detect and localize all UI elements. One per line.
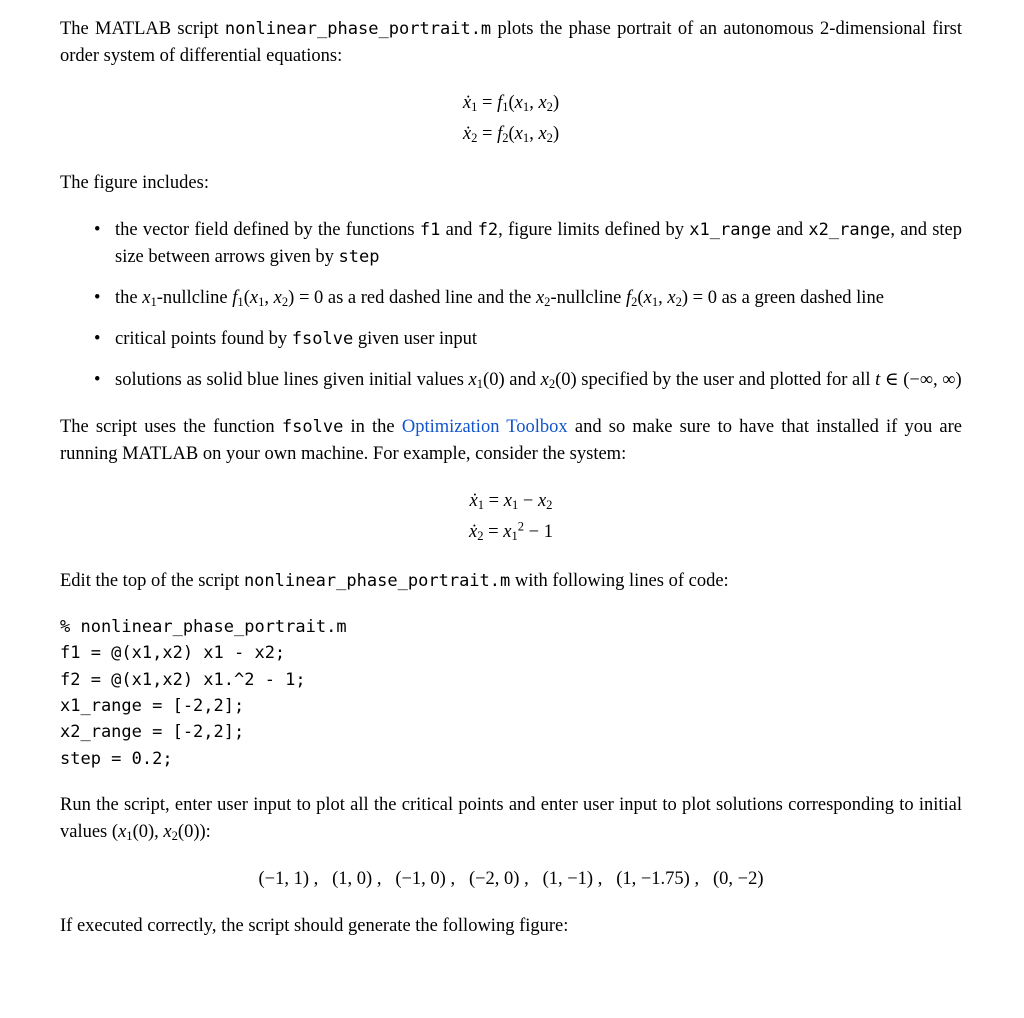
bullet-marker: • [94,329,101,349]
bullet-marker: • [94,288,101,308]
paragraph-figure-includes: The figure includes: [60,173,209,193]
text-segment: ( [637,288,644,308]
text-segment: plots the phase portrait of an autonomous 2-dimensional first order system of differential equations: [60,19,962,66]
text-segment: x [514,124,523,144]
paragraph-intro [60,16,962,70]
text-segment: the vector field defined by the functions [115,220,420,240]
text-segment: 1 [258,295,265,310]
text-segment: ẋ [469,491,478,511]
bullet-marker: • [94,370,101,390]
text-segment: The script uses the function [60,417,282,437]
equation-general-line-2 [60,121,962,148]
text-segment: and [440,220,478,240]
text-segment: and [771,220,809,240]
text-segment: (0), [132,822,164,843]
text-segment: 2 [546,131,553,146]
text-segment: 1 [150,295,157,310]
text-segment: t [875,370,881,390]
text-segment: x [249,288,259,308]
text-segment: ẋ [462,124,472,144]
text-segment: step [338,247,380,267]
list-item-critical-points [60,326,962,353]
text-segment: − 1 [524,522,553,542]
text-segment: the [115,288,143,308]
list-item-text [115,217,962,271]
text-segment: 2 [675,295,682,310]
text-segment: 2 [546,100,553,115]
text-segment: = [484,491,504,511]
text-segment: ( [243,288,250,308]
text-segment: x [540,370,549,390]
text-segment: (0) and [483,370,541,390]
text-segment: = [477,93,498,113]
text-segment: x2_range [808,220,891,240]
text-segment: x [538,124,547,144]
text-segment: 1 [477,498,485,513]
text-segment: , [658,288,668,308]
text-segment: 2 [477,529,484,544]
list-item-nullclines [60,285,962,312]
text-segment: x [468,370,477,390]
code-line-f1: f1 = @(x1,x2) x1 - x2; [60,643,286,664]
text-segment: 1 [651,295,659,310]
paragraph-toolbox [60,414,962,468]
text-segment: -nullcline [550,288,626,308]
equation-block-example [60,488,962,546]
bullet-marker: • [94,220,101,240]
text-segment: 1 [237,295,244,310]
text-segment: 2 [171,829,178,844]
text-segment: , figure limits defined by [498,220,690,240]
text-segment: x [535,288,545,308]
text-segment: , [529,124,539,144]
text-segment: 1 [476,377,484,392]
text-segment: x [142,288,151,308]
text-segment: f [497,124,503,144]
equation-example-line-1 [60,488,962,515]
list-item-text [115,367,962,394]
text-segment: x [163,822,172,843]
text-segment: 1 [511,498,519,513]
text-segment: ) [552,124,560,144]
text-segment: ) = 0 as a red dashed line and the [288,288,536,308]
text-segment: and so make sure to have that installed if you are running MATLAB on your own machine. For example, consider the system: [60,417,962,464]
text-segment: x [118,822,127,843]
list-item-text [115,285,962,312]
text-segment: , [264,288,274,308]
text-segment: Edit the top of the script [60,571,244,591]
text-segment: 1 [502,100,509,115]
text-segment: nonlinear_phase_portrait.m [243,571,511,591]
text-segment: , and step size between arrows given by [115,220,963,267]
text-segment: 1 [471,100,478,115]
text-segment: 1 [126,829,133,844]
text-segment: f [497,93,503,113]
text-segment: -nullcline [156,288,233,308]
text-segment: 1 [522,100,530,115]
text-segment: critical points found by [115,329,292,349]
text-segment: nonlinear_phase_portrait.m [224,19,492,39]
text-segment: 2 [517,519,525,534]
text-segment: 2 [544,295,551,310]
code-line-x2-range: x2_range = [-2,2]; [60,722,245,743]
text-segment: ( [508,93,515,113]
text-segment: ẋ [462,93,472,113]
text-segment: x [514,93,523,113]
paragraph-conclusion: If executed correctly, the script should generate the following figure: [60,916,569,937]
text-segment: = [477,124,498,144]
list-item-text [115,326,962,353]
text-segment: with following lines of code: [510,571,729,591]
text-segment: ( [508,124,515,144]
text-segment: (0)): [177,822,211,843]
text-segment: ) = 0 as a green dashed line [681,288,884,308]
text-segment: 2 [546,498,553,513]
text-segment: x [537,491,547,511]
text-segment: 2 [502,131,509,146]
text-segment: ẋ [469,522,478,542]
code-line-step: step = 0.2; [60,748,173,769]
text-segment: 2 [631,295,638,310]
text-segment: x [503,491,512,511]
text-segment: x [273,288,282,308]
text-segment: 1 [522,131,530,146]
code-line-comment: % nonlinear_phase_portrait.m [60,617,347,637]
equation-block-general [60,90,962,148]
paragraph-edit-script [60,568,962,595]
bullet-list [60,217,962,394]
text-segment: − [518,491,538,511]
text-segment: x1_range [689,220,772,240]
text-segment: fsolve [291,329,354,349]
text-segment: given user input [353,329,478,349]
text-segment: = [483,522,504,542]
equation-general-line-1 [60,90,962,117]
text-segment: x [503,522,512,542]
text-segment: 2 [471,131,478,146]
text-segment: f [625,288,632,308]
text-segment: f1 [419,220,441,240]
text-segment: Run the script, enter user input to plot all the critical points and enter user input to plot solutions corresponding to initial values ( [60,795,962,843]
text-segment: 2 [548,377,556,392]
text-segment: 1 [511,529,518,544]
list-item-solutions [60,367,962,394]
code-line-x1-range: x1_range = [-2,2]; [60,696,245,717]
code-block [60,614,962,772]
text-segment: The MATLAB script [60,19,225,39]
paragraph-run-script [60,792,962,846]
initial-values-line: (−1, 1) , (1, 0) , (−1, 0) , (−2, 0) , (1, −1) , (1, −1.75) , (0, −2) [258,869,764,890]
optimization-toolbox-link[interactable]: Optimization Toolbox [401,417,568,437]
text-segment: ) [552,93,560,113]
text-segment: (0) specified by the user and plotted for all [555,370,876,390]
text-segment: in the [343,417,402,437]
text-segment: ∈ (−∞, ∞) [880,370,962,390]
text-segment: x [643,288,652,308]
text-segment: f2 [477,220,499,240]
text-segment: fsolve [281,417,344,437]
text-segment: f [232,288,238,308]
text-segment: x [538,93,547,113]
equation-example-line-2 [60,519,962,546]
text-segment: , [529,93,539,113]
list-item-vector-field [60,217,962,271]
text-segment: x [667,288,676,308]
text-segment: 2 [281,295,289,310]
text-segment: solutions as solid blue lines given initial values [115,370,469,390]
code-line-f2: f2 = @(x1,x2) x1.^2 - 1; [60,669,306,690]
